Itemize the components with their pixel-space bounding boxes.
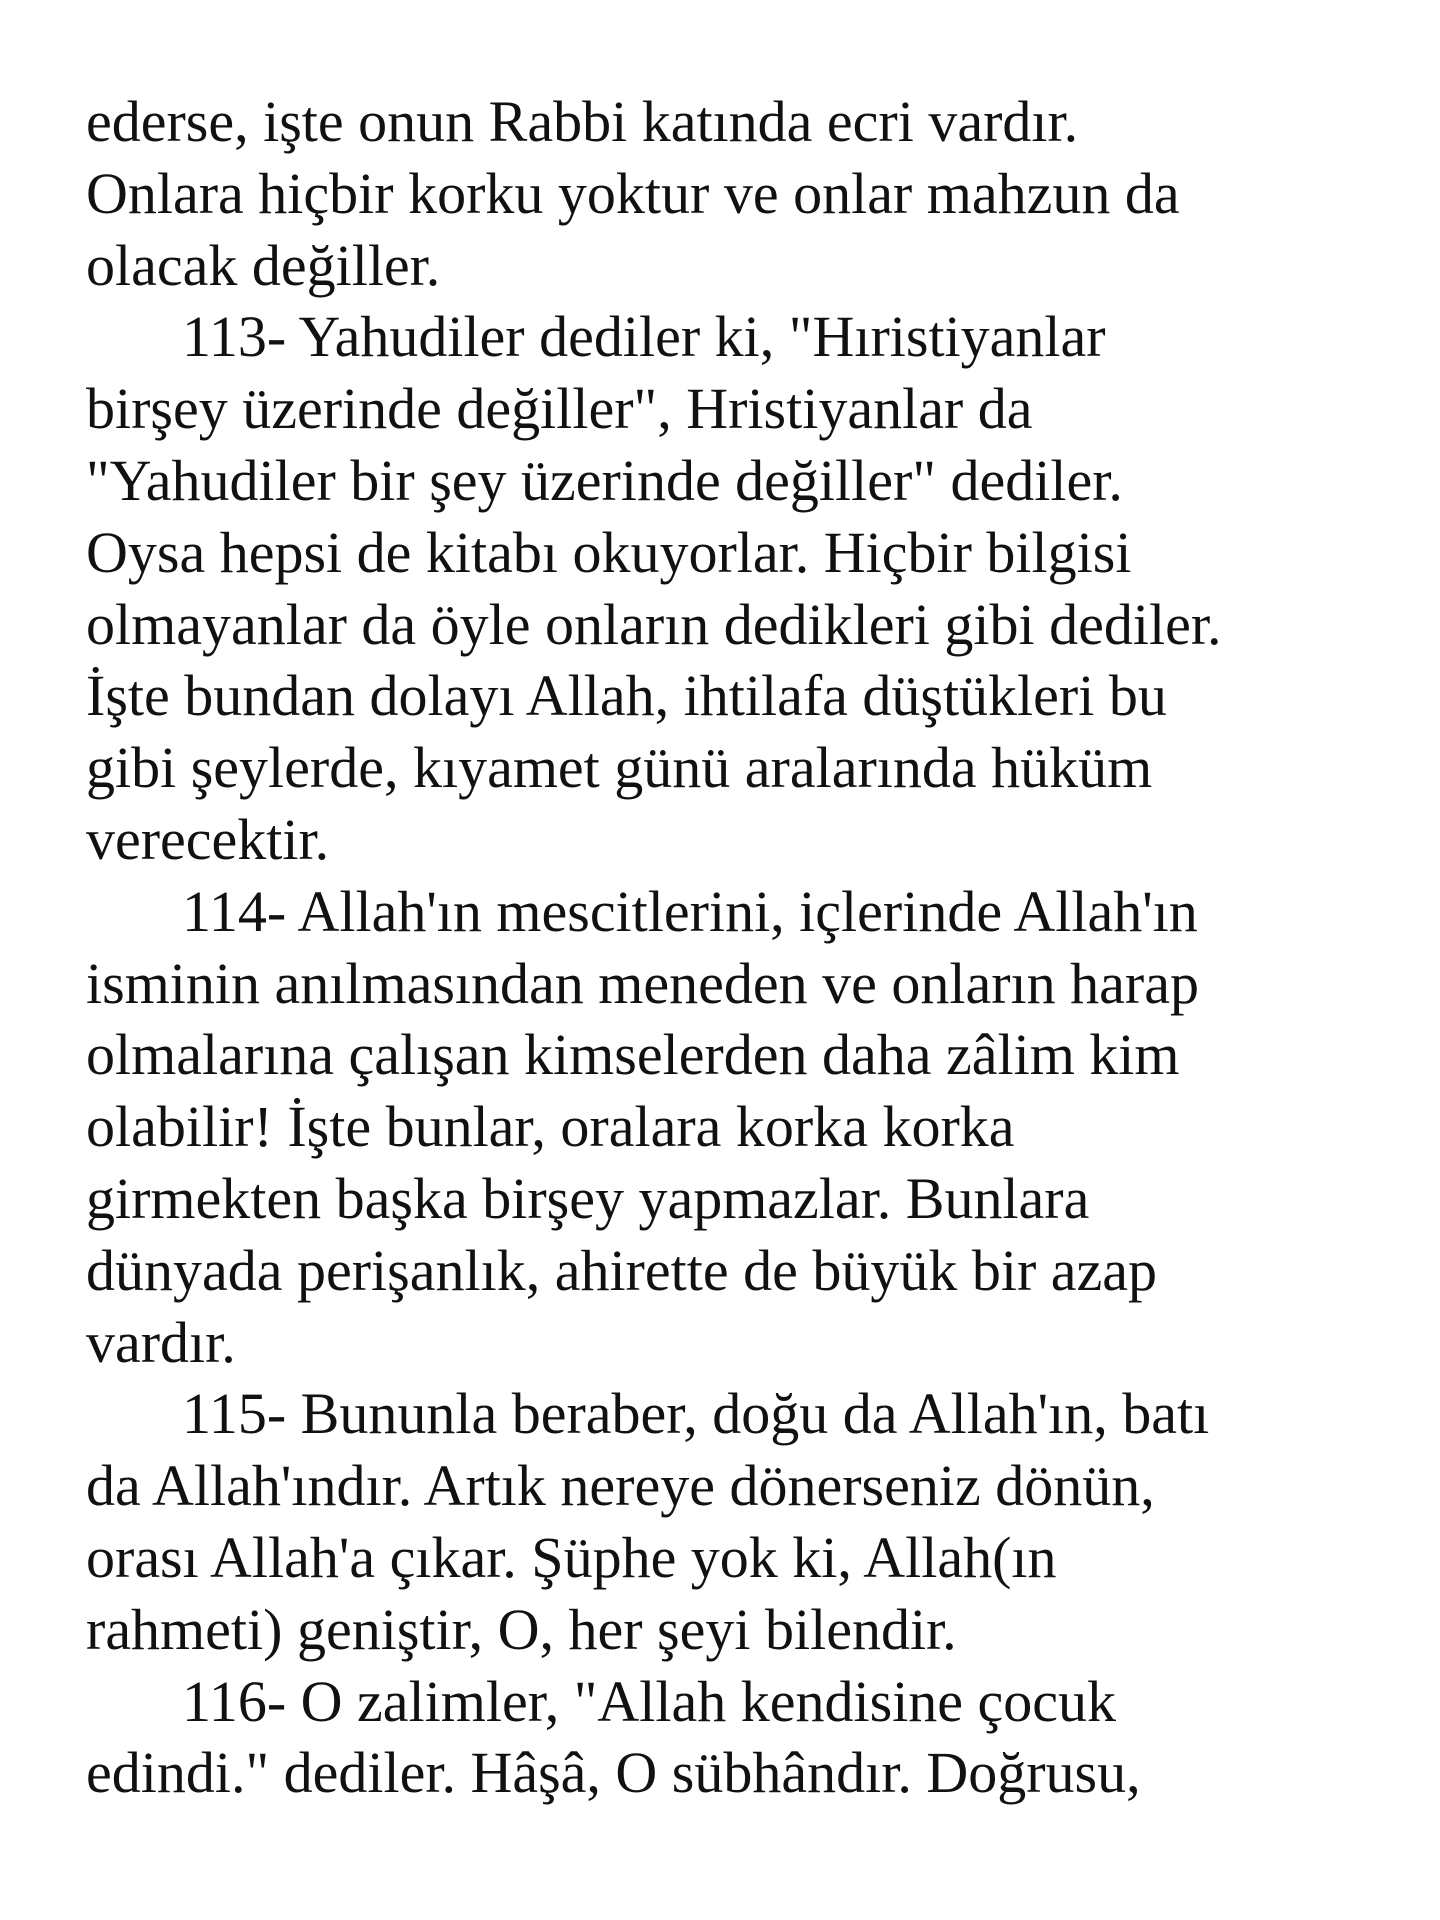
text-line: Oysa hepsi de kitabı okuyorlar. Hiçbir bilgisi <box>86 519 1132 585</box>
text-line: ederse, işte onun Rabbi katında ecri vardır. <box>86 89 1079 154</box>
verse-113-start: 113- Yahudiler dediler ki, "Hıristiyanlar <box>182 304 1106 370</box>
text-line: İşte bundan dolayı Allah, ihtilafa düştükleri bu <box>86 663 1167 729</box>
text-line: girmekten başka birşey yapmazlar. Bunlara <box>86 1165 1090 1231</box>
text-line: olacak değiller. <box>86 232 441 298</box>
text-line: orası Allah'a çıkar. Şüphe yok ki, Allah(ın <box>86 1524 1057 1590</box>
text-line: vardır. <box>86 1309 236 1375</box>
text-line: Onlara hiçbir korku yoktur ve onlar mahzun da <box>86 160 1180 226</box>
text-line: da Allah'ındır. Artık nereye dönerseniz dönün, <box>86 1453 1155 1519</box>
text-line: olabilir! İşte bunlar, oralara korka korka <box>86 1094 1015 1160</box>
text-line: verecektir. <box>86 806 330 872</box>
text-line: isminin anılmasından meneden ve onların harap <box>86 950 1199 1016</box>
text-line: gibi şeylerde, kıyamet günü aralarında hüküm <box>86 735 1153 801</box>
text-line: birşey üzerinde değiller", Hristiyanlar da <box>86 376 1033 442</box>
verse-116-start: 116- O zalimler, "Allah kendisine çocuk <box>182 1668 1117 1734</box>
text-line: rahmeti) geniştir, O, her şeyi bilendir. <box>86 1596 957 1662</box>
body-text <box>86 86 1426 1809</box>
text-line: olmalarına çalışan kimselerden daha zâlim kim <box>86 1022 1180 1088</box>
text-line: dünyada perişanlık, ahirette de büyük bir azap <box>86 1237 1157 1303</box>
verse-114-start: 114- Allah'ın mescitlerini, içlerinde Allah'ın <box>182 878 1198 944</box>
text-line: "Yahudiler bir şey üzerinde değiller" dediler. <box>86 447 1123 513</box>
text-line: olmayanlar da öyle onların dedikleri gibi dediler. <box>86 591 1222 657</box>
verse-115-start: 115- Bununla beraber, doğu da Allah'ın, batı <box>182 1381 1210 1447</box>
text-line: edindi." dediler. Hâşâ, O sübhândır. Doğrusu, <box>86 1740 1141 1806</box>
